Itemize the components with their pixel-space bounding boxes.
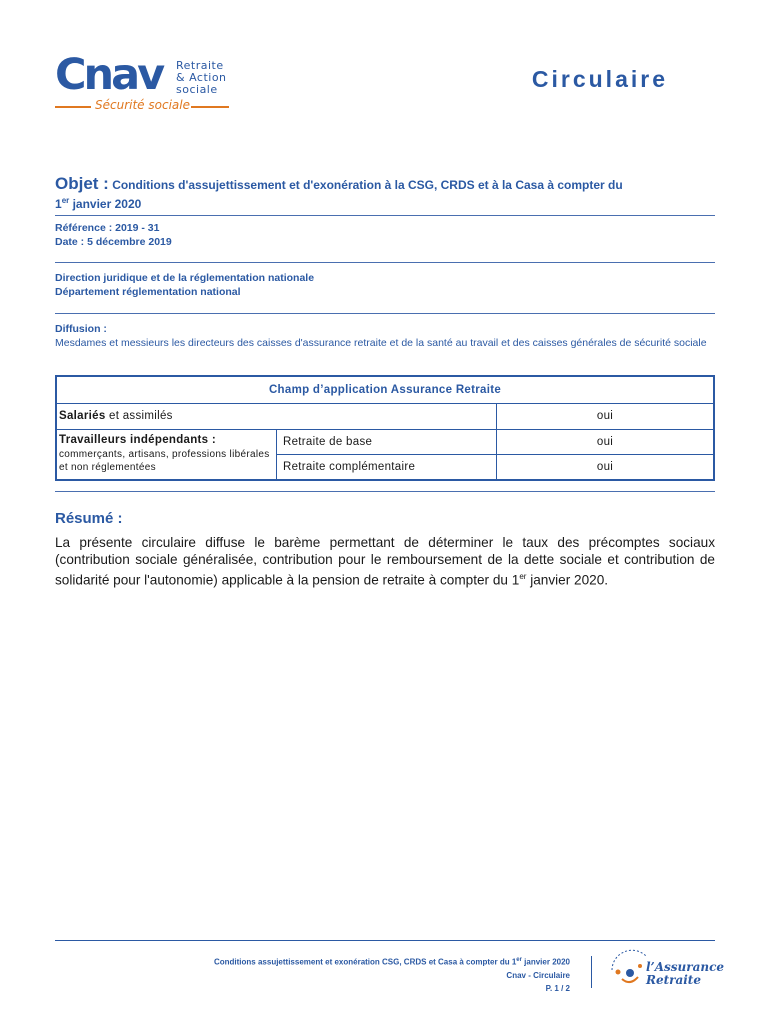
table-cell-value: oui	[497, 403, 713, 429]
resume-body-end: janvier 2020.	[526, 572, 609, 588]
divider	[55, 491, 715, 492]
logo-side-text	[176, 60, 246, 96]
tagline-rule-left	[55, 106, 91, 108]
diffusion-block	[55, 322, 715, 350]
independants-title: Travailleurs indépendants :	[59, 434, 217, 446]
application-table	[55, 375, 715, 481]
footer-separator	[591, 956, 592, 988]
table-cell-retraite-complementaire: Retraite complémentaire	[277, 454, 497, 479]
independants-subtitle: commerçants, artisans, professions libérales et non réglementées	[59, 449, 270, 473]
table-title: Champ d’application Assurance Retraite	[268, 384, 502, 396]
logo-tagline	[55, 98, 229, 114]
reference-line: Référence : 2019 - 31	[55, 222, 160, 234]
table-cell-retraite-base: Retraite de base	[277, 429, 497, 454]
resume-sup: er	[519, 572, 527, 581]
objet-text: Conditions d'assujettissement et d'exonération à la CSG, CRDS et à la Casa à compter du	[112, 178, 623, 192]
document-type-title: Circulaire	[531, 66, 668, 92]
ar-brand-line1: l’Assurance	[646, 960, 725, 974]
department-line: Département réglementation national	[55, 286, 241, 298]
assurance-retraite-wordmark	[646, 961, 724, 987]
direction-block	[55, 271, 715, 299]
footer-page-number: P. 1 / 2	[545, 983, 570, 993]
ar-brand-line2: Retraite	[646, 973, 701, 987]
divider	[55, 313, 715, 314]
tagline-rule-right	[191, 106, 229, 108]
salaries-bold: Salariés	[59, 410, 106, 422]
divider	[55, 215, 715, 216]
table-cell-salaries	[57, 403, 497, 429]
objet-date-prefix: 1	[55, 197, 62, 211]
table-cell-value: oui	[497, 454, 713, 479]
tagline-text: Sécurité sociale	[95, 98, 190, 112]
footer-title-main: Conditions assujettissement et exonération CSG, CRDS et Casa à compter du 1	[213, 957, 517, 967]
direction-line: Direction juridique et de la réglementation nationale	[55, 272, 315, 284]
divider	[55, 262, 715, 263]
reference-block	[55, 221, 715, 249]
footer-doc: Cnav - Circulaire	[506, 970, 570, 980]
table-cell-independants	[57, 429, 277, 479]
footer-title-end: janvier 2020	[521, 957, 570, 967]
objet-date-sup: er	[61, 196, 70, 205]
logo-side-line: Retraite	[176, 59, 224, 72]
logo-wordmark: Cnav	[55, 50, 163, 100]
date-line: Date : 5 décembre 2019	[55, 236, 172, 248]
objet	[55, 176, 715, 212]
diffusion-label: Diffusion :	[55, 323, 107, 335]
diffusion-text: Mesdames et messieurs les directeurs des caisses d'assurance retraite et de la santé au travail et des caisses générales de sécurité sociale	[55, 337, 707, 349]
footer-text	[214, 954, 570, 995]
assurance-retraite-logo	[606, 948, 726, 994]
resume-body: La présente circulaire diffuse le barème permettant de déterminer le taux des précomptes sociaux (contribution sociale généralisée, contribution pour le remboursement de la dette sociale et contribution de solidarité pour l'autonomie) applicable à la pension de retraite à compter du 1	[55, 535, 715, 588]
logo-side-line: sociale	[176, 83, 218, 96]
footer-title-sup: er	[516, 957, 522, 963]
salaries-rest: et assimilés	[105, 410, 173, 422]
objet-date-suffix: janvier 2020	[69, 197, 142, 211]
resume-text	[55, 534, 715, 589]
logo-side-line: & Action	[176, 71, 227, 84]
objet-label: Objet :	[55, 174, 109, 193]
resume-title: Résumé :	[55, 510, 123, 527]
footer-title	[214, 954, 570, 969]
table-cell-value: oui	[497, 429, 713, 454]
footer-divider	[55, 940, 715, 941]
cnav-logo	[55, 52, 245, 122]
